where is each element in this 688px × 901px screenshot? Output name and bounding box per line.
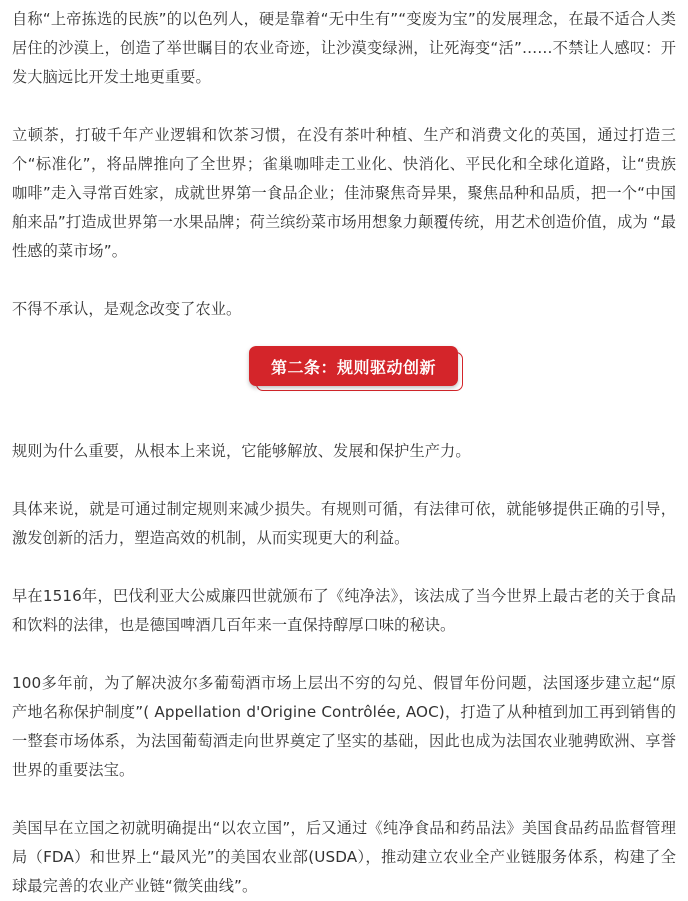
section-heading-badge [249, 346, 458, 386]
paragraph-aoc: 100多年前，为了解决波尔多葡萄酒市场上层出不穷的勾兑、假冒年份问题，法国逐步建立起“原产地名称保护制度”( Appellation d'Origine Contrôlée, AOC)，打造了从种植到加工再到销售的一整套市场体系，为法国葡萄酒走向世界奠定了坚实的基础，因此也成为法国农业驰骋欧洲、享誉世界的重要法宝。 [12, 674, 676, 779]
section-heading-title: 第二条：规则驱动创新 [270, 357, 436, 377]
section-heading [12, 346, 676, 398]
paragraph-rules-detail: 具体来说，就是可通过制定规则来减少损失。有规则可循，有法律可依，就能够提供正确的引导，激发创新的活力，塑造高效的机制，从而实现更大的利益。 [12, 500, 676, 547]
paragraph-israel: 自称“上帝拣选的民族”的以色列人，硬是靠着“无中生有”“变废为宝”的发展理念，在最不适合人类居住的沙漠上，创造了举世瞩目的农业奇迹，让沙漠变绿洲，让死海变“活”……不禁让人感叹：开发大脑远比开发土地更重要。 [12, 10, 676, 86]
paragraph-purity-law: 早在1516年，巴伐利亚大公威廉四世就颁布了《纯净法》，该法成了当今世界上最古老的关于食品和饮料的法律，也是德国啤酒几百年来一直保持醇厚口味的秘诀。 [12, 587, 676, 634]
paragraph-usa: 美国早在立国之初就明确提出“以农立国”，后又通过《纯净食品和药品法》美国食品药品监督管理局（FDA）和世界上“最风光”的美国农业部(USDA），推动建立农业全产业链服务体系，构建了全球最完善的农业产业链“微笑曲线”。 [12, 819, 676, 895]
paragraph-brands: 立顿茶，打破千年产业逻辑和饮茶习惯，在没有茶叶种植、生产和消费文化的英国，通过打造三个“标准化”，将品牌推向了全世界；雀巢咖啡走工业化、快消化、平民化和全球化道路，让“贵族咖啡”走入寻常百姓家，成就世界第一食品企业；佳沛聚焦奇异果，聚焦品种和品质，把一个“中国舶来品”打造成世界第一水果品牌；荷兰缤纷菜市场用想象力颠覆传统，用艺术创造价值，成为 “最性感的菜市场”。 [12, 126, 676, 260]
paragraph-conclusion: 不得不承认，是观念改变了农业。 [12, 300, 242, 318]
paragraph-rules-importance: 规则为什么重要，从根本上来说，它能够解放、发展和保护生产力。 [12, 442, 471, 460]
